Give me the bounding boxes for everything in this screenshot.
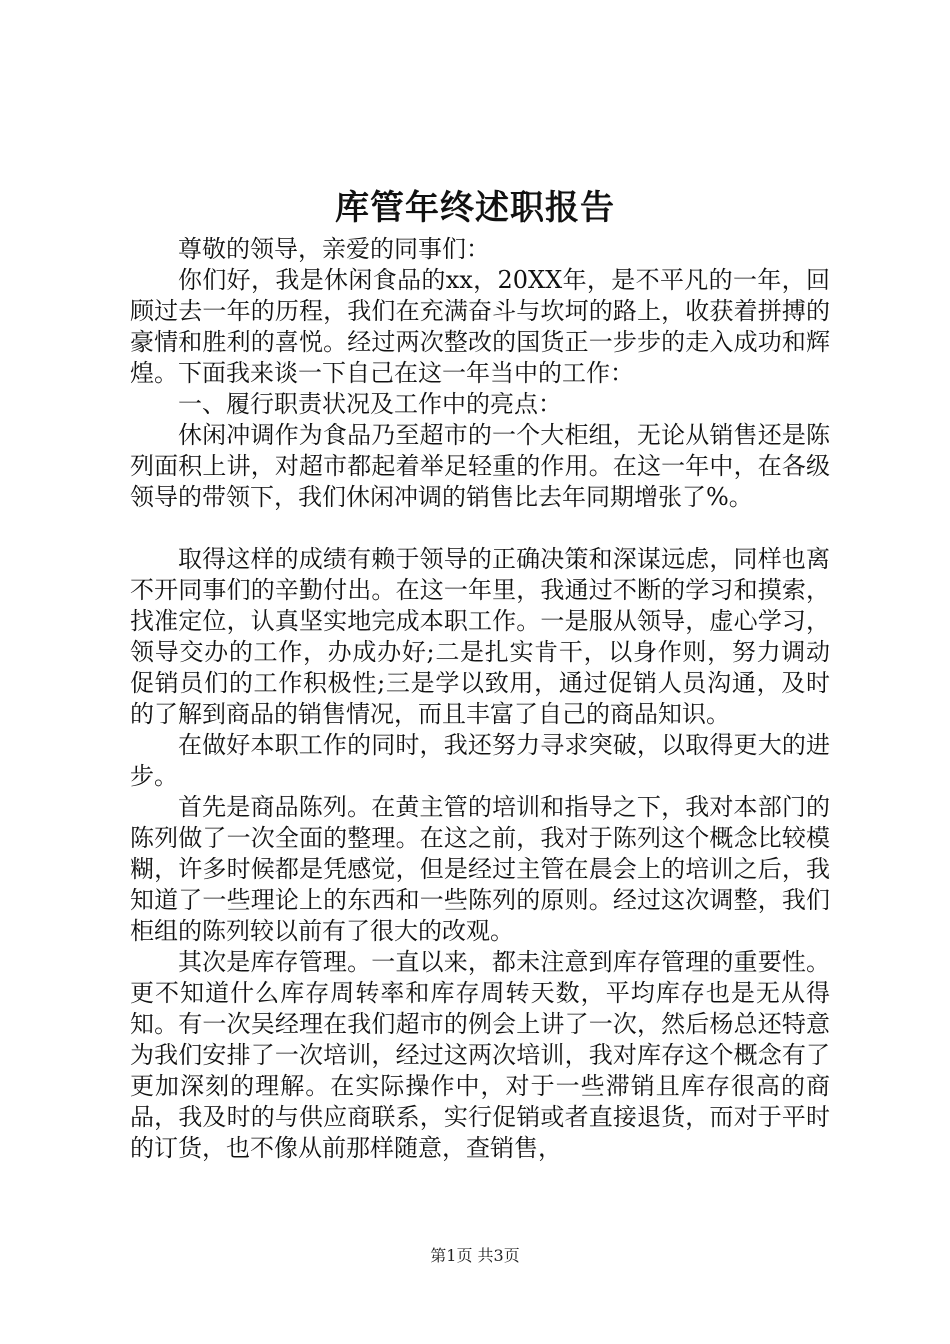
paragraph-greeting: 尊敬的领导，亲爱的同事们： (178, 235, 490, 263)
document-body (130, 234, 830, 1164)
document-title: 库管年终述职报告 (335, 188, 615, 228)
paragraph-intro: 你们好，我是休闲食品的xx，20XX年，是不平凡的一年，回顾过去一年的历程，我们在充满奋斗与坎坷的路上，收获着拼搏的豪情和胜利的喜悦。经过两次整改的国货正一步步的走入成功和辉煌。下面我来谈一下自己在这一年当中的工作： (130, 266, 830, 387)
page-footer: 第1页 共3页 (430, 1246, 520, 1265)
paragraph-display: 首先是商品陈列。在黄主管的培训和指导之下，我对本部门的陈列做了一次全面的整理。在这之前，我对于陈列这个概念比较模糊，许多时候都是凭感觉，但是经过主管在晨会上的培训之后，我知道了一些理论上的东西和一些陈列的原则。经过这次调整，我们柜组的陈列较以前有了很大的改观。 (130, 793, 830, 945)
paragraph-inventory: 其次是库存管理。一直以来，都未注意到库存管理的重要性。更不知道什么库存周转率和库存周转天数，平均库存也是无从得知。有一次吴经理在我们超市的例会上讲了一次，然后杨总还特意为我们安排了一次培训，经过这两次培训，我对库存这个概念有了更加深刻的理解。在实际操作中，对于一些滞销且库存很高的商品，我及时的与供应商联系，实行促销或者直接退货，而对于平时的订货，也不像从前那样随意，查销售， (130, 948, 830, 1162)
paragraph-sales: 休闲冲调作为食品乃至超市的一个大柜组，无论从销售还是陈列面积上讲，对超市都起着举足轻重的作用。在这一年中，在各级领导的带领下，我们休闲冲调的销售比去年同期增张了%。 (130, 421, 830, 511)
paragraph-section-heading: 一、履行职责状况及工作中的亮点： (178, 390, 562, 418)
paragraph-breakthrough: 在做好本职工作的同时，我还努力寻求突破，以取得更大的进步。 (130, 731, 830, 790)
paragraph-achievements: 取得这样的成绩有赖于领导的正确决策和深谋远虑，同样也离不开同事们的辛勤付出。在这一年里，我通过不断的学习和摸索，找准定位，认真坚实地完成本职工作。一是服从领导，虚心学习，领导交办的工作，办成办好;二是扎实肯干，以身作则，努力调动促销员们的工作积极性;三是学以致用，通过促销人员沟通，及时的了解到商品的销售情况，而且丰富了自己的商品知识。 (130, 545, 830, 728)
